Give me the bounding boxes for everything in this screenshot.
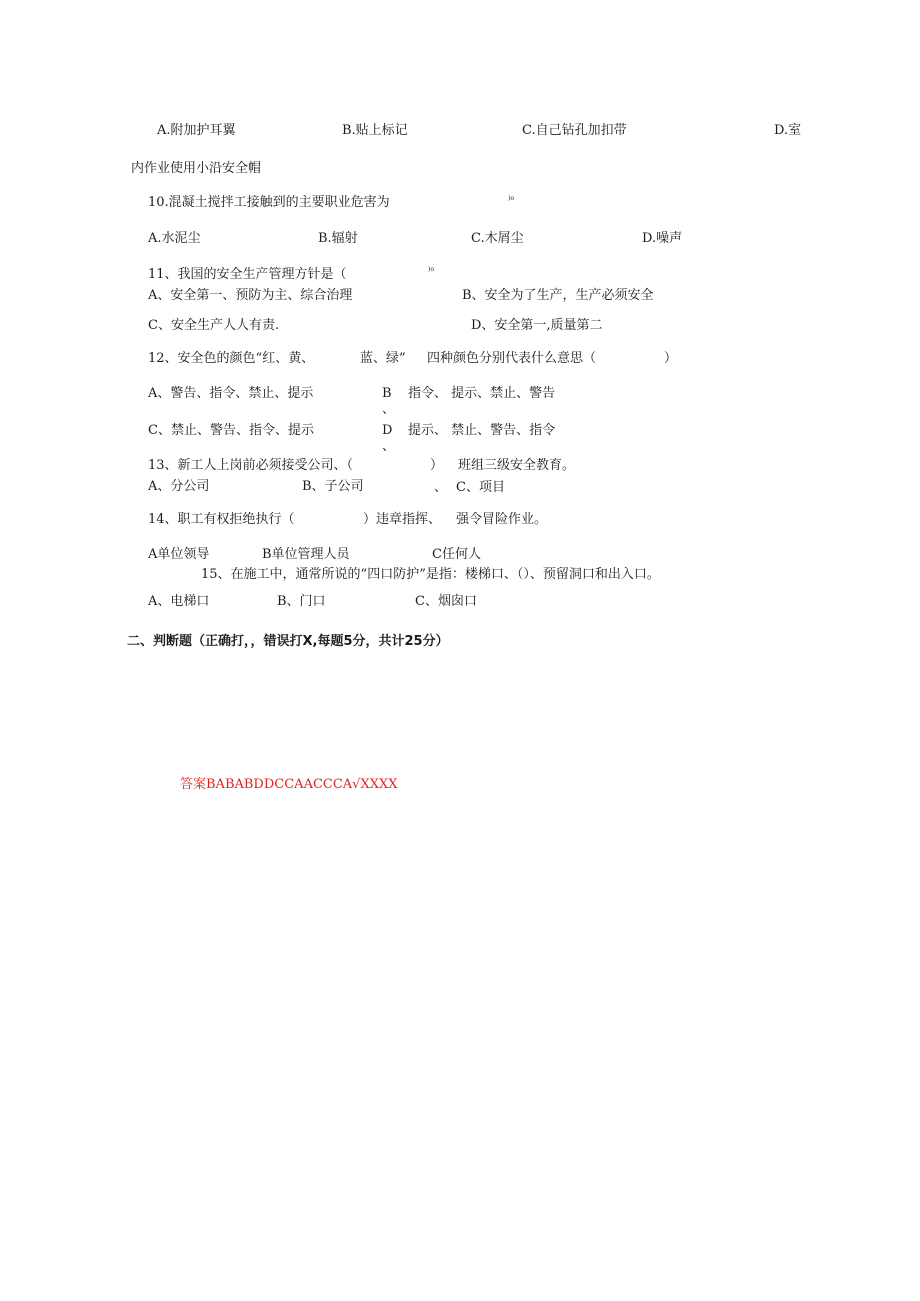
q10-option-b: B.辐射 <box>318 231 358 246</box>
q10-mark: )o <box>508 195 514 202</box>
q12-option-d: 提示、 禁止、警告、指令 <box>408 423 556 438</box>
q12-option-a: A、警告、指令、禁止、提示 <box>148 386 314 401</box>
q14-option-b: B单位管理人员 <box>262 547 350 562</box>
q12-stem-close: ） <box>664 351 678 366</box>
q9-option-c: C.自己钻孔加扣带 <box>522 123 627 138</box>
q12-option-c: C、禁止、警告、指令、提示 <box>148 423 314 438</box>
q10-option-c: C.木屑尘 <box>471 231 524 246</box>
q12-stem-part2: 蓝、绿” <box>360 351 406 366</box>
q12-option-b-letter: B <box>382 386 392 401</box>
q11-option-c: C、安全生产人人有责. <box>148 318 280 333</box>
q11-option-d: D、安全第一,质量第二 <box>471 318 603 333</box>
q14-stem-part1: 14、职工有权拒绝执行（ <box>148 512 295 527</box>
q15-stem: 15、在施工中，通常所说的“四口防护”是指：楼梯口、（）、预留洞口和出入口。 <box>201 567 660 582</box>
q12-option-d-mark: 、 <box>382 439 396 454</box>
q12-stem-part3: 四种颜色分别代表什么意思（ <box>427 351 597 366</box>
q13-stem-close: ） <box>430 458 444 473</box>
q13-option-a: A、分公司 <box>148 479 210 494</box>
q11-option-a: A、安全第一、预防为主、综合治理 <box>148 288 353 303</box>
q15-option-a: A、电梯口 <box>148 594 210 609</box>
answer-key: 答案BABABDDCCAACCCA√XXXX <box>180 777 398 792</box>
q10-option-d: D.噪声 <box>642 231 683 246</box>
q10-option-a: A.水泥尘 <box>148 231 201 246</box>
q14-stem-part3: 强令冒险作业。 <box>456 512 548 527</box>
q14-stem-part2: ）违章指挥、 <box>363 512 442 527</box>
q15-option-c: C、烟囱口 <box>415 594 477 609</box>
q13-option-c-mark: 、 <box>434 480 448 495</box>
q11-option-b: B、安全为了生产，生产必须安全 <box>462 288 654 303</box>
q10-stem: 10.混凝土搅拌工接触到的主要职业危害为 <box>148 195 390 210</box>
q15-option-b: B、门口 <box>277 594 326 609</box>
q12-option-b: 指令、 提示、禁止、警告 <box>408 386 556 401</box>
q12-option-b-mark: 、 <box>382 402 396 417</box>
q13-option-c: C、项目 <box>456 480 505 495</box>
q12-option-d-letter: D <box>382 423 393 438</box>
q9-option-d: D.室 <box>774 123 802 138</box>
q13-stem-part2: 班组三级安全教育。 <box>458 458 576 473</box>
q12-stem-part1: 12、安全色的颜色“红、黄、 <box>148 351 315 366</box>
q11-mark: )o <box>428 266 434 273</box>
section-2-heading: 二、判断题（正确打，，错误打X,每题5分，共计25分） <box>127 634 449 649</box>
q9-option-b: B.贴上标记 <box>342 123 408 138</box>
q14-option-a: A单位领导 <box>148 547 210 562</box>
q13-stem-part1: 13、新工人上岗前必须接受公司、（ <box>148 458 354 473</box>
q13-option-b: B、子公司 <box>302 479 364 494</box>
q11-stem: 11、我国的安全生产管理方针是（ <box>148 267 347 282</box>
q9-option-d-continued: 内作业使用小沿安全帽 <box>131 161 262 176</box>
q14-option-c: C任何人 <box>432 547 481 562</box>
q9-option-a: A.附加护耳翼 <box>157 123 236 138</box>
